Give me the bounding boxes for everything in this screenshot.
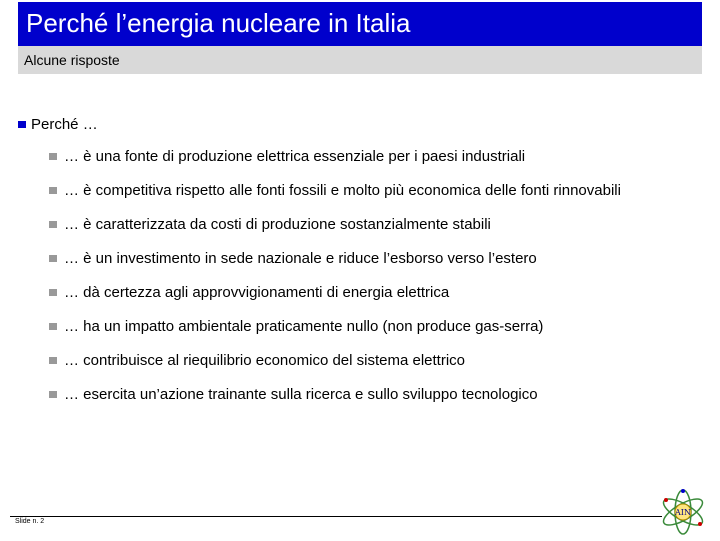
list-item-text: … contribuisce al riequilibrio economico del sistema elettrico xyxy=(64,352,466,369)
list-item-text: … ha un impatto ambientale praticamente nullo (non produce gas-serra) xyxy=(64,318,544,335)
list-item xyxy=(49,284,679,301)
square-bullet-icon xyxy=(49,255,57,262)
slide-title: Perché l’energia nucleare in Italia xyxy=(26,8,411,38)
reasons-list xyxy=(49,148,679,420)
ain-logo xyxy=(656,488,710,536)
list-item xyxy=(49,148,679,165)
square-bullet-icon xyxy=(49,289,57,296)
title-bar xyxy=(18,2,702,46)
square-bullet-icon xyxy=(49,323,57,330)
subtitle-bar xyxy=(18,46,702,74)
list-item xyxy=(49,250,679,267)
square-bullet-icon xyxy=(49,153,57,160)
list-item-text: … è una fonte di produzione elettrica essenziale per i paesi industriali xyxy=(64,148,526,165)
square-bullet-icon xyxy=(49,187,57,194)
list-item-text: … è competitiva rispetto alle fonti fossili e molto più economica delle fonti rinnovabili xyxy=(64,182,621,199)
slide-number: Slide n. 2 xyxy=(15,518,45,525)
list-item-text: … dà certezza agli approvvigionamenti di energia elettrica xyxy=(64,284,450,301)
slide-subtitle: Alcune risposte xyxy=(24,52,120,68)
list-item-text: … è un investimento in sede nazionale e riduce l’esborso verso l’estero xyxy=(64,250,537,267)
list-item xyxy=(49,216,679,233)
square-bullet-icon xyxy=(49,391,57,398)
list-item xyxy=(49,386,679,403)
main-bullet-item xyxy=(18,116,98,133)
logo-text: AIN xyxy=(675,508,691,517)
list-item-text: … è caratterizzata da costi di produzione sostanzialmente stabili xyxy=(64,216,491,233)
square-bullet-icon xyxy=(49,357,57,364)
list-item xyxy=(49,182,679,199)
atom-icon xyxy=(656,488,710,536)
footer-divider xyxy=(10,516,662,517)
list-item xyxy=(49,352,679,369)
square-bullet-icon xyxy=(18,121,26,128)
square-bullet-icon xyxy=(49,221,57,228)
list-item xyxy=(49,318,679,335)
list-item-text: … esercita un’azione trainante sulla ricerca e sullo sviluppo tecnologico xyxy=(64,386,538,403)
main-bullet-text: Perché … xyxy=(31,116,98,133)
